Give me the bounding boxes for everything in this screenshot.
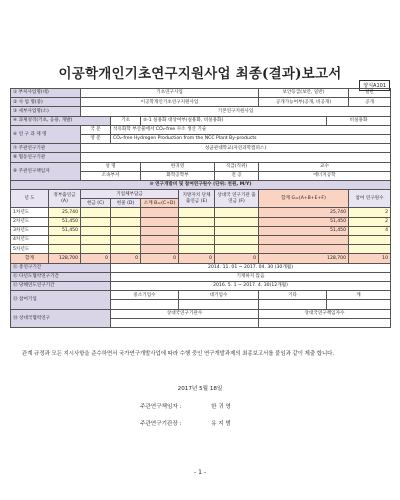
program-row <box>11 89 391 98</box>
participating-header-row <box>11 291 391 300</box>
agreement-value: 기재하지 않음 <box>111 272 391 281</box>
budget-row <box>11 217 391 226</box>
local-cell <box>179 208 215 217</box>
page-number: - 1 - <box>194 469 206 476</box>
sum-subtotal: 0 <box>141 254 179 263</box>
pi-name-label: 성 명 <box>81 162 141 171</box>
exp-value: 비실용화 <box>327 116 391 125</box>
report-form-table <box>10 88 391 328</box>
kind-cell <box>111 245 141 254</box>
people-cell: 4 <box>349 226 391 235</box>
coop-institution-value <box>81 153 391 162</box>
agreement-label: ⑪ 다년도협약연구기간 <box>11 272 111 281</box>
detail-program-row <box>11 107 391 116</box>
research-title-label: ⑥ 연 구 과 제 명 <box>11 125 81 143</box>
kor-title: 석유화학 부산물에서 CO₂-free 수소 생산 기술 <box>111 125 391 134</box>
other-cell <box>215 226 259 235</box>
people-cell <box>349 245 391 254</box>
participating-h2: 대기업수 <box>179 291 259 300</box>
budget-row <box>11 208 391 217</box>
budget-sum-row <box>11 254 391 263</box>
program-value: 기초연구사업 <box>81 89 259 98</box>
total-cell: 25,740 <box>259 208 349 217</box>
partner-h1: 상대국연구기관수 <box>111 309 259 318</box>
pi-major-label: 전 공 <box>215 171 259 180</box>
submission-date: 2017년 5월 18일 <box>177 386 223 392</box>
pi-signature-name: 한 귀 영 <box>211 404 231 410</box>
title-kor-row <box>11 125 391 134</box>
participating-v4 <box>327 300 391 309</box>
kind-cell <box>111 236 141 245</box>
cash-header: 현금 (C) <box>81 199 111 208</box>
budget-section-row <box>11 180 391 189</box>
pi-signature-line <box>140 402 231 410</box>
head-signature-line <box>140 419 231 427</box>
pi-dept-label: 소속부서 <box>81 171 141 180</box>
total-header: 합계 G=(A+B+E+F) <box>259 190 349 208</box>
head-signature-label: 주관연구기관장 : <box>140 421 182 427</box>
public-label: 공개가능여부(공개, 비공개) <box>259 98 349 107</box>
other-header: 상대국 연구기관 출연금 (F) <box>215 190 259 208</box>
year-cell: 2차년도 <box>11 217 49 226</box>
submission-note: 관계 규정과 모든 지시사항을 준수하면서 국가연구개발사업에 따라 수행 중인 연구개발과제의 최종보고서를 붙임과 같이 제출 합니다. <box>22 351 335 357</box>
kind-header: 현물 (D) <box>111 199 141 208</box>
year-cell: 4차년도 <box>11 236 49 245</box>
public-value: 공개 <box>349 98 391 107</box>
lead-institution-row <box>11 144 391 153</box>
period-row <box>11 263 391 272</box>
partner-v2 <box>259 318 391 327</box>
program-label: ① 부처사업명(대) <box>11 89 81 98</box>
agreement-row <box>11 272 391 281</box>
detail-program-value: 기본연구지원사업 <box>81 107 391 116</box>
local-header: 지방자치 단체 출연금 (E) <box>179 190 215 208</box>
eng-title: CO₂-free Hydrogen Production from the NCC Plant By-products <box>111 134 391 143</box>
cash-cell <box>81 245 111 254</box>
other-cell <box>215 217 259 226</box>
period-label: ⑪ 총연구기간 <box>11 263 111 272</box>
cash-cell <box>81 208 111 217</box>
year-cell: 3차년도 <box>11 226 49 235</box>
participating-v1 <box>111 300 179 309</box>
partner-header-row <box>11 309 391 318</box>
final-stage-label: ⑫ 당해연도연구기간 <box>11 281 111 290</box>
local-cell <box>179 245 215 254</box>
sum-people: 10 <box>349 254 391 263</box>
kind-cell <box>111 226 141 235</box>
security-value: 일반 <box>349 89 391 98</box>
corp-header: 기업체부담금 <box>81 190 179 199</box>
category-value: 기초 <box>111 116 141 125</box>
sum-label: 합계 <box>11 254 49 263</box>
pi-row-1 <box>11 162 391 171</box>
exp-label: ⑤-1 실용화 대상여부(실용화, 비실용화) <box>141 116 327 125</box>
sum-total: 128,700 <box>259 254 349 263</box>
budget-row <box>11 226 391 235</box>
local-cell <box>179 217 215 226</box>
gov-cell: 51,450 <box>49 217 81 226</box>
partner-v1 <box>111 318 259 327</box>
security-label: 보안등급(보안, 일반) <box>259 89 349 98</box>
kind-cell <box>111 208 141 217</box>
people-header: 참여 연구원수 <box>349 190 391 208</box>
report-title: 이공학개인기초연구지원사업 최종(결과)보고서 <box>58 66 342 82</box>
year-header: 년 도 <box>11 190 49 208</box>
gov-header: 정부출연금 (A) <box>49 190 81 208</box>
period-value: 2014. 11. 01 ~ 2017. 04. 30 (30개월) <box>111 263 391 272</box>
cash-cell <box>81 226 111 235</box>
pi-label: ⑨ 주관연구책임자 <box>11 162 81 180</box>
local-cell <box>179 226 215 235</box>
partner-h2: 상대국연구책임자수 <box>259 309 391 318</box>
project-label: ② 사 업 명(중) <box>11 98 81 107</box>
participating-label: ⑬ 참여기업 <box>11 291 111 309</box>
lead-institution-label: ⑦ 주관연구기관 <box>11 144 81 153</box>
form-id-badge: 양식A101 <box>359 80 390 91</box>
total-cell <box>259 236 349 245</box>
kor-label: 국 문 <box>81 125 111 134</box>
year-cell: 1차년도 <box>11 208 49 217</box>
participating-h3: 기타 <box>259 291 327 300</box>
total-cell: 51,450 <box>259 217 349 226</box>
category-row <box>11 116 391 125</box>
pi-major: 에너지공학 <box>259 171 391 180</box>
subtotal-cell <box>141 226 179 235</box>
coop-institution-label: ⑧ 협동연구기관 <box>11 153 81 162</box>
lead-institution-value: 성균관대학교(자연과학캠퍼스) <box>81 144 391 153</box>
total-cell: 51,450 <box>259 226 349 235</box>
subtotal-cell <box>141 217 179 226</box>
kind-cell <box>111 217 141 226</box>
other-cell <box>215 245 259 254</box>
total-cell <box>259 245 349 254</box>
category-label: ④ 과제성격(기초, 응용, 개발) <box>11 116 111 125</box>
gov-cell <box>49 236 81 245</box>
cash-cell <box>81 217 111 226</box>
budget-header-row-1 <box>11 190 391 199</box>
project-value: 이공학개인기초연구지원사업 <box>81 98 259 107</box>
pi-position-label: 직급(직위) <box>215 162 259 171</box>
partner-label: ⑭ 상대국협력연구 <box>11 309 111 327</box>
pi-position: 교수 <box>259 162 391 171</box>
local-cell <box>179 236 215 245</box>
final-stage-value: 2016. 5. 1 ~ 2017. 4. 30(12개월) <box>111 281 391 290</box>
pi-dept: 화학공학부 <box>141 171 215 180</box>
subtotal-cell <box>141 236 179 245</box>
other-cell <box>215 236 259 245</box>
cash-cell <box>81 236 111 245</box>
head-signature-name: 유 지 범 <box>211 421 231 427</box>
subtotal-header: 소계 B=(C+D) <box>141 199 179 208</box>
coop-institution-row <box>11 153 391 162</box>
project-row <box>11 98 391 107</box>
budget-row <box>11 245 391 254</box>
other-cell <box>215 208 259 217</box>
budget-section-label: ⑩ 연구개발비 및 참여연구원수 (단위: 천원, M/Y) <box>11 180 391 189</box>
gov-cell: 25,740 <box>49 208 81 217</box>
year-cell: 5차년도 <box>11 245 49 254</box>
people-cell: 2 <box>349 208 391 217</box>
participating-h4: 계 <box>327 291 391 300</box>
subtotal-cell <box>141 245 179 254</box>
participating-v2 <box>179 300 259 309</box>
sum-kind: 0 <box>111 254 141 263</box>
sum-other: 0 <box>215 254 259 263</box>
sum-local: 0 <box>179 254 215 263</box>
final-stage-row <box>11 281 391 290</box>
gov-cell: 51,450 <box>49 226 81 235</box>
participating-h1: 중소기업수 <box>111 291 179 300</box>
sum-gov: 128,700 <box>49 254 81 263</box>
people-cell <box>349 236 391 245</box>
subtotal-cell <box>141 208 179 217</box>
detail-program-label: ③ 세부사업명(소) <box>11 107 81 116</box>
pi-name: 한귀영 <box>141 162 215 171</box>
gov-cell <box>49 245 81 254</box>
pi-signature-label: 주관연구책임자 : <box>140 404 182 410</box>
eng-label: 영 문 <box>81 134 111 143</box>
people-cell: 2 <box>349 217 391 226</box>
budget-row <box>11 236 391 245</box>
sum-cash: 0 <box>81 254 111 263</box>
participating-v3 <box>259 300 327 309</box>
